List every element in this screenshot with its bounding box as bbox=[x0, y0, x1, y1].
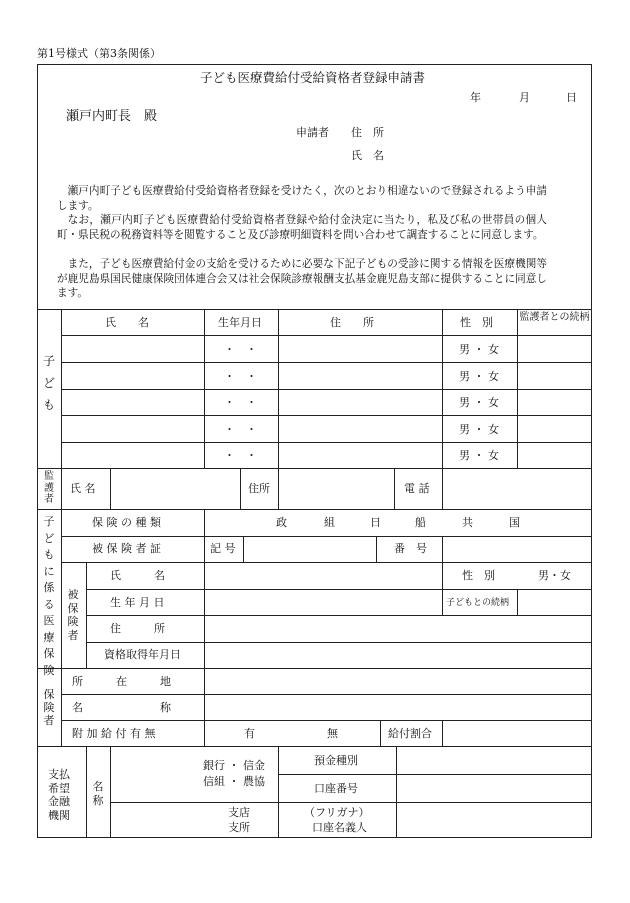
consent-paragraph-2: なお，瀬戸内町子ども医療費給付受給資格者登録や給付金決定に当たり，私及び私の世帯員の個人町・県民税の税務資料等を閲覧すること及び診療明細資料を問い合わせて調査することに同意します。 bbox=[57, 214, 547, 241]
applicant-address-label: 住 所 bbox=[351, 126, 384, 139]
insurance-symbol-label: 記 号 bbox=[210, 542, 236, 555]
date-month: 月 bbox=[519, 91, 530, 104]
bank-section-label: 支払希望金融機関 bbox=[48, 768, 70, 822]
date-year: 年 bbox=[470, 91, 481, 104]
bank-name-label: 名称 bbox=[92, 780, 104, 807]
branch-top[interactable]: 支店 bbox=[228, 806, 250, 819]
insurance-card-label: 被 保 険 者 証 bbox=[92, 542, 161, 555]
insurance-type-sen[interactable]: 船 bbox=[415, 516, 426, 529]
bank-type-top[interactable]: 銀行 ・ 信金 bbox=[203, 759, 265, 772]
insured-dob-label: 生 年 月 日 bbox=[110, 596, 165, 609]
children-header-name: 氏 名 bbox=[105, 316, 149, 329]
insurer-supplement-label: 附 加 給 付 有 無 bbox=[72, 727, 156, 740]
consent-paragraph-1: 瀬戸内町子ども医療費給付受給資格者登録を受けたく，次のとおり相違ないので登録されるよう申請します。 bbox=[57, 185, 547, 212]
child-3-sex[interactable]: 男 ・ 女 bbox=[459, 396, 499, 409]
child-4-sex[interactable]: 男 ・ 女 bbox=[459, 423, 499, 436]
child-1-sex[interactable]: 男 ・ 女 bbox=[459, 343, 499, 356]
children-section-label: 子ども bbox=[42, 354, 55, 412]
page-title: 子ども医療費給付受給資格者登録申請書 bbox=[200, 70, 426, 85]
addressee: 瀬戸内町長 殿 bbox=[66, 109, 158, 124]
insurance-section-label: 子どもに係る医療保険 bbox=[43, 515, 55, 677]
insured-sex-label: 性 別 bbox=[462, 569, 495, 582]
child-2-sex[interactable]: 男 ・ 女 bbox=[459, 370, 499, 383]
children-header-dob: 生年月日 bbox=[218, 316, 262, 329]
insured-section-label: 被保険者 bbox=[67, 588, 79, 642]
bank-type-bottom[interactable]: 信組 ・ 農協 bbox=[203, 775, 265, 788]
form-frame bbox=[37, 64, 592, 838]
children-header-sex: 性 別 bbox=[460, 316, 493, 329]
date-day: 日 bbox=[566, 91, 577, 104]
child-5-dob[interactable]: ・ ・ bbox=[224, 449, 257, 462]
guardian-section-label: 監護者 bbox=[44, 471, 54, 505]
branch-bottom[interactable]: 支所 bbox=[228, 821, 250, 834]
account-number-label: 口座番号 bbox=[314, 782, 358, 795]
insurer-name-label: 名 称 bbox=[72, 701, 171, 714]
child-1-dob[interactable]: ・ ・ bbox=[224, 343, 257, 356]
guardian-name-label: 氏 名 bbox=[70, 482, 96, 495]
child-4-dob[interactable]: ・ ・ bbox=[224, 423, 257, 436]
insured-acquired-label: 資格取得年月日 bbox=[104, 648, 181, 661]
applicant-label: 申請者 bbox=[296, 126, 329, 139]
insured-relation-label: 子どもとの続柄 bbox=[446, 598, 510, 608]
insurance-number-label: 番 号 bbox=[394, 542, 427, 555]
child-5-sex[interactable]: 男 ・ 女 bbox=[459, 449, 499, 462]
deposit-type-label: 預金種別 bbox=[314, 754, 358, 767]
insured-sex-value[interactable]: 男・女 bbox=[538, 569, 571, 582]
supplement-no[interactable]: 無 bbox=[327, 727, 338, 740]
insured-address-label: 住 所 bbox=[110, 622, 165, 635]
insurer-location-label: 所 在 地 bbox=[72, 675, 171, 688]
guardian-address-label: 住所 bbox=[248, 482, 270, 495]
account-holder-label: 口座名義人 bbox=[312, 821, 367, 834]
insured-name-label: 氏 名 bbox=[110, 569, 165, 582]
insurance-type-nichi[interactable]: 日 bbox=[370, 516, 381, 529]
insurance-type-kumi[interactable]: 組 bbox=[324, 516, 335, 529]
children-header-relation: 監護者との続柄 bbox=[519, 312, 590, 323]
child-3-dob[interactable]: ・ ・ bbox=[224, 396, 257, 409]
insurer-section-label: 保険者 bbox=[43, 688, 55, 727]
child-2-dob[interactable]: ・ ・ bbox=[224, 370, 257, 383]
insurer-ratio-label: 給付割合 bbox=[388, 727, 432, 740]
account-kana-label: （フリガナ） bbox=[304, 806, 370, 819]
form-number: 第1号様式（第3条関係） bbox=[37, 47, 161, 60]
insurance-type-label: 保 険 の 種 類 bbox=[92, 516, 161, 529]
applicant-name-label: 氏 名 bbox=[351, 149, 384, 162]
supplement-yes[interactable]: 有 bbox=[244, 727, 255, 740]
insurance-type-koku[interactable]: 国 bbox=[509, 516, 520, 529]
consent-paragraph-3: また，子ども医療費給付金の支給を受けるために必要な下記子どもの受診に関する情報を医療機関等が鹿児島県国民健康保険団体連合会又は社会保険診療報酬支払基金鹿児島支部に提供することに同意します。 bbox=[57, 258, 547, 300]
children-header-address: 住 所 bbox=[330, 316, 374, 329]
guardian-phone-label: 電 話 bbox=[404, 482, 430, 495]
insurance-type-kyo[interactable]: 共 bbox=[462, 516, 473, 529]
insurance-type-sei[interactable]: 政 bbox=[276, 516, 287, 529]
